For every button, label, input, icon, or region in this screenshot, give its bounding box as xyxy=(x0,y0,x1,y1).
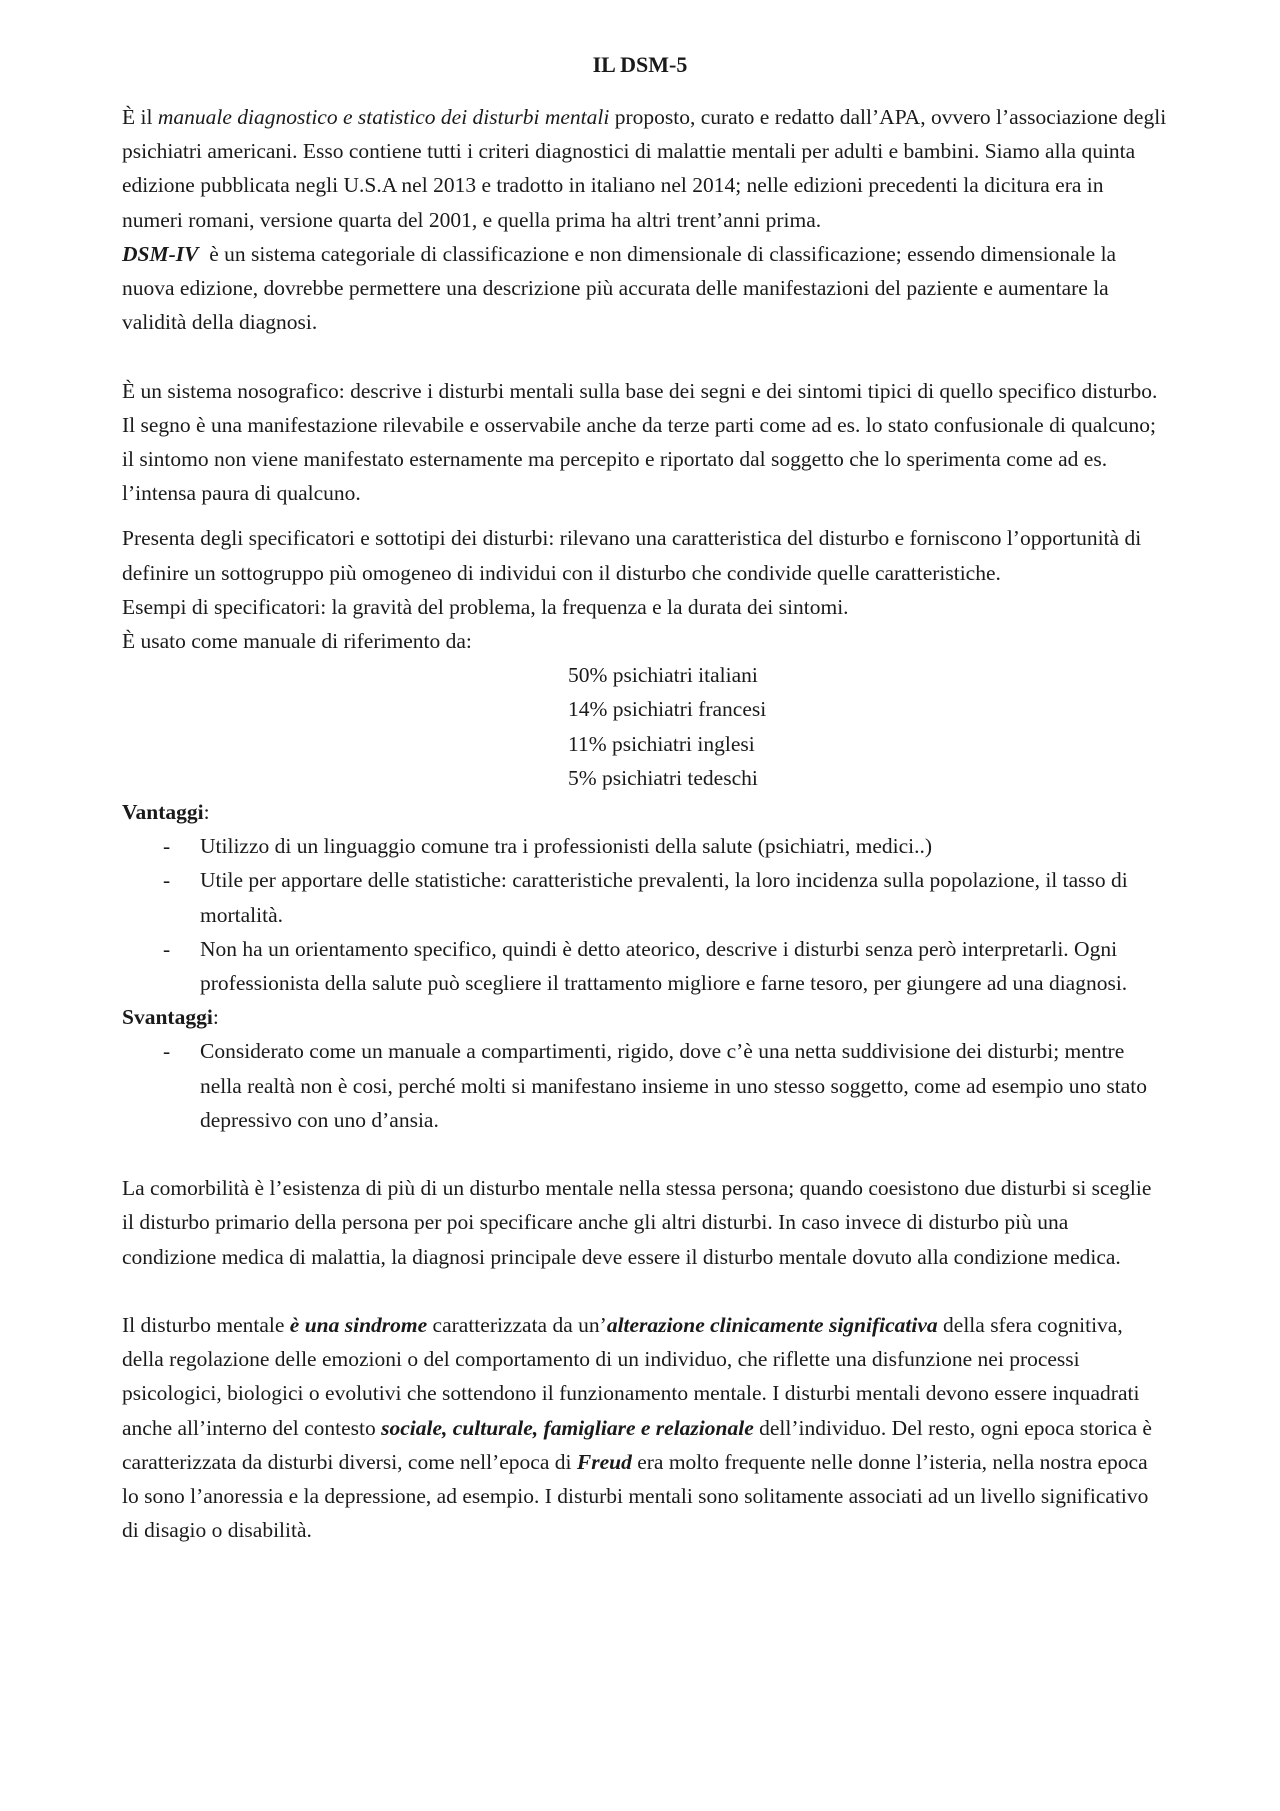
disadvantages-heading: Svantaggi: xyxy=(122,1005,219,1030)
usage-stats-list xyxy=(122,658,1167,795)
comorbidity-paragraph: La comorbilità è l’esistenza di più di un disturbo mentale nella stessa persona; quando coesistono due disturbi si sceglie il disturbo primario della persona per poi specificare anche gli altri disturbi. In caso invece di disturbo più una condizione medica di malattia, la diagnosi principale deve essere il disturbo mentale dovuto alla condizione medica. xyxy=(122,1176,1152,1269)
dsm4-term: DSM-IV xyxy=(122,241,199,266)
dsm4-paragraph: DSM-IV è un sistema categoriale di classificazione e non dimensionale di classificazione; essendo dimensionale la nuova edizione, dovrebbe permettere una descrizione più accurata delle manifestazioni del paziente e aumentare la validità della diagnosi. xyxy=(122,241,1122,335)
emphasis-context: sociale, culturale, famigliare e relazionale xyxy=(381,1415,754,1440)
list-item: - Non ha un orientamento specifico, quindi è detto ateorico, descrive i disturbi senza però interpretarli. Ogni professionista della salute può scegliere il trattamento migliore e farne tesoro, per giungere ad una diagnosi. xyxy=(122,932,1167,1000)
spacer xyxy=(122,339,1167,373)
list-item: - Utile per apportare delle statistiche: caratteristiche prevalenti, la loro incidenza sulla popolazione, il tasso di mortalità. xyxy=(122,863,1167,931)
usage-stat: 5% psichiatri tedeschi xyxy=(568,765,758,790)
specifiers-paragraph: Presenta degli specificatori e sottotipi dei disturbi: rilevano una caratteristica del disturbo e forniscono l’opportunità di definire un sottogruppo più omogeneo di individui con il disturbo che condivide quelle caratteristiche. xyxy=(122,526,1142,585)
list-item: - Considerato come un manuale a compartimenti, rigido, dove c’è una netta suddivisione dei disturbi; mentre nella realtà non è cosi, perché molti si manifestano insieme in uno stesso soggetto, come ad esempio uno stato depressivo con uno d’ansia. xyxy=(122,1034,1167,1137)
examples-paragraph: Esempi di specificatori: la gravità del problema, la frequenza e la durata dei sintomi. xyxy=(122,594,849,619)
page-title: IL DSM-5 xyxy=(592,52,688,77)
usage-stat: 50% psichiatri italiani xyxy=(568,663,758,688)
manual-name: manuale diagnostico e statistico dei disturbi mentali xyxy=(157,105,610,129)
usage-stat: 14% psichiatri francesi xyxy=(568,697,767,722)
document-body xyxy=(122,100,1167,1547)
nosographic-paragraph: È un sistema nosografico: descrive i disturbi mentali sulla base dei segni e dei sintomi tipici di quello specifico disturbo. Il segno è una manifestazione rilevabile e osservabile anche da terze parti come ad es. lo stato confusionale di qualcuno; il sintomo non viene manifestato esternamente ma percepito e riportato dal soggetto che lo sperimenta come ad es. l’intensa paura di qualcuno. xyxy=(122,378,1158,506)
advantages-list xyxy=(122,829,1167,1000)
definition-paragraph: Il disturbo mentale è una sindrome caratterizzata da un’alterazione clinicamente significativa della sfera cognitiva, della regolazione delle emozioni o del comportamento di un individuo, che riflette una disfunzione nei processi psicologici, biologici o evolutivi che sottendono il funzionamento mentale. I disturbi mentali devono essere inquadrati anche all’interno del contesto sociale, culturale, famigliare e relazionale dell’individuo. Del resto, ogni epoca storica è caratterizzata da disturbi diversi, come nell’epoca di Freud era molto frequente nelle donne l’isteria, nella nostra epoca lo sono l’anoressia e la depressione, ad esempio. I disturbi mentali sono solitamente associati ad un livello significativo di disagio o disabilità. xyxy=(122,1313,1152,1543)
emphasis-alteration: alterazione clinicamente significativa xyxy=(606,1313,938,1338)
usage-stat: 11% psichiatri inglesi xyxy=(568,731,755,756)
emphasis-freud: Freud xyxy=(576,1449,632,1474)
usage-intro: È usato come manuale di riferimento da: xyxy=(122,629,472,654)
spacer xyxy=(122,1137,1167,1171)
spacer xyxy=(122,1274,1167,1308)
intro-paragraph: È il manuale diagnostico e statistico dei disturbi mentali proposto, curato e redatto dall’APA, ovvero l’associazione degli psichiatri americani. Esso contiene tutti i criteri diagnostici di malattie mentali per adulti e bambini. Siamo alla quinta edizione pubblicata negli U.S.A nel 2013 e tradotto in italiano nel 2014; nelle edizioni precedenti la dicitura era in numeri romani, versione quarta del 2001, e quella prima ha altri trent’anni prima. xyxy=(122,105,1167,232)
disadvantages-list xyxy=(122,1034,1167,1137)
advantages-heading: Vantaggi: xyxy=(122,800,210,825)
emphasis-syndrome: è una sindrome xyxy=(289,1313,428,1338)
spacer xyxy=(122,510,1167,521)
list-item: - Utilizzo di un linguaggio comune tra i professionisti della salute (psichiatri, medici..) xyxy=(122,829,1167,863)
